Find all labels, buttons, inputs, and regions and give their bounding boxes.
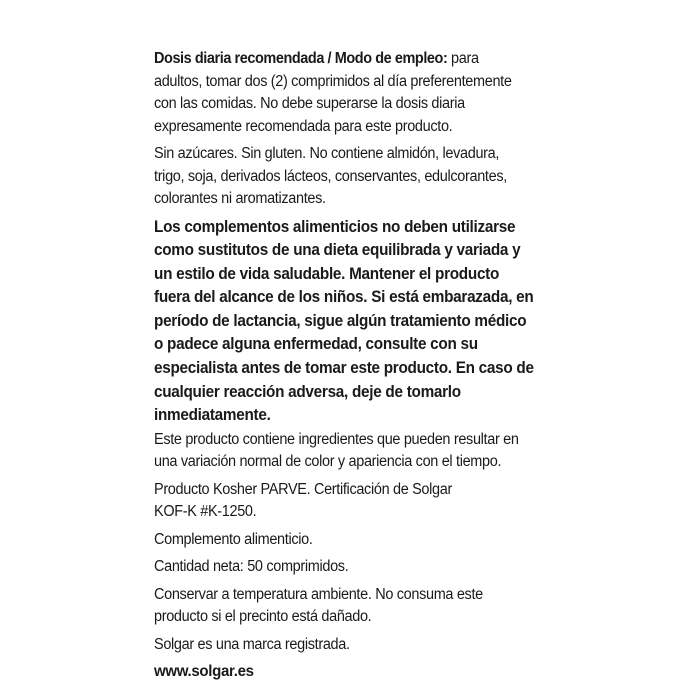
storage-line: Conservar a temperatura ambiente. No consuma este bbox=[154, 585, 483, 603]
warning-line: un estilo de vida saludable. Mantener el producto bbox=[154, 264, 500, 283]
dosage-line: con las comidas. No debe superarse la dosis diaria bbox=[154, 95, 465, 112]
kosher-line: Producto Kosher PARVE. Certificación de Solgar bbox=[154, 480, 452, 498]
storage-line: producto si el precinto está dañado. bbox=[154, 608, 372, 626]
dosage-line: expresamente recomendada para este producto. bbox=[154, 117, 453, 135]
warning-line: inmediatamente. bbox=[154, 406, 271, 425]
warning-line: período de lactancia, sigue algún tratamiento médico bbox=[154, 311, 527, 330]
storage-paragraph bbox=[154, 584, 539, 629]
dosage-line: adultos, tomar dos (2) comprimidos al día preferentemente bbox=[154, 72, 512, 90]
warning-line: cualquier reacción adversa, deje de tomarlo bbox=[154, 382, 461, 401]
kosher-paragraph bbox=[154, 479, 539, 524]
dosage-paragraph bbox=[154, 48, 539, 138]
appearance-line: Este producto contiene ingredientes que pueden resultar en bbox=[154, 430, 519, 448]
dosage-line: para bbox=[447, 50, 479, 67]
free-from-line: Sin azúcares. Sin gluten. No contiene almidón, levadura, bbox=[154, 145, 500, 162]
supplement-type: Complemento alimenticio. bbox=[154, 530, 313, 548]
appearance-paragraph bbox=[154, 429, 539, 474]
warning-line: como sustitutos de una dieta equilibrada y variada y bbox=[154, 241, 521, 260]
product-label-text bbox=[154, 48, 539, 684]
kosher-line: KOF-K #K-1250. bbox=[154, 503, 257, 521]
free-from-paragraph bbox=[154, 143, 539, 211]
free-from-line: colorantes ni aromatizantes. bbox=[154, 190, 326, 207]
warning-paragraph bbox=[154, 216, 539, 428]
warning-line: especialista antes de tomar este producto. En caso de bbox=[154, 359, 534, 378]
trademark-note: Solgar es una marca registrada. bbox=[154, 635, 350, 653]
warning-line: Los complementos alimenticios no deben utilizarse bbox=[154, 217, 516, 236]
warning-line: fuera del alcance de los niños. Si está embarazada, en bbox=[154, 288, 534, 307]
free-from-line: trigo, soja, derivados lácteos, conservantes, edulcorantes, bbox=[154, 167, 507, 185]
dosage-heading: Dosis diaria recomendada / Modo de empleo: bbox=[154, 50, 448, 67]
appearance-line: una variación normal de color y apariencia con el tiempo. bbox=[154, 453, 502, 471]
warning-line: o padece alguna enfermedad, consulte con su bbox=[154, 335, 478, 354]
net-quantity: Cantidad neta: 50 comprimidos. bbox=[154, 558, 349, 576]
website-url: www.solgar.es bbox=[154, 663, 254, 681]
